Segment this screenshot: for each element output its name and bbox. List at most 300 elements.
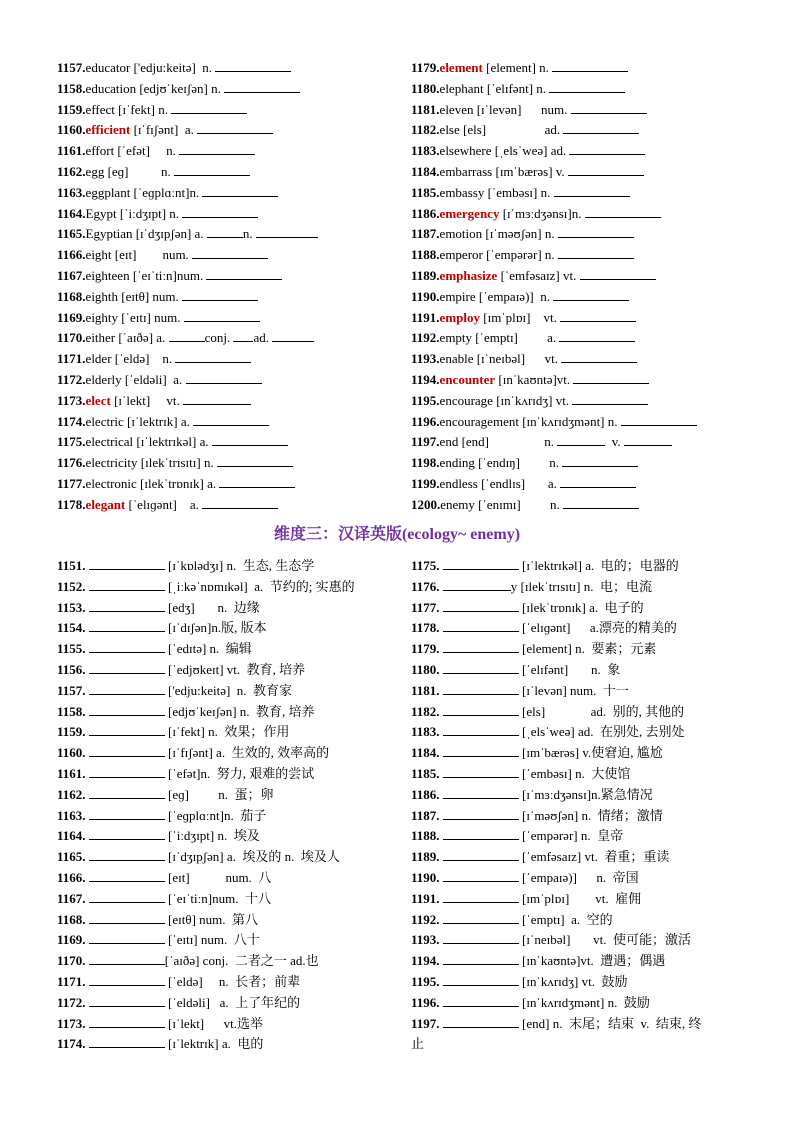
answer-blank[interactable] [272, 329, 314, 342]
answer-blank[interactable] [89, 931, 165, 944]
answer-blank[interactable] [89, 765, 165, 778]
answer-blank[interactable] [560, 475, 636, 488]
answer-blank[interactable] [443, 786, 519, 799]
entry-number: 1192. [411, 911, 443, 927]
entry-number: 1176. [57, 455, 86, 471]
entry-number: 1187. [411, 226, 440, 242]
entry-text: [ˈefət]n. 努力, 艰难的尝试 [164, 765, 315, 781]
entry-text: [ɪˈfɪʃənt] a. [130, 122, 198, 138]
answer-blank[interactable] [219, 475, 295, 488]
answer-blank[interactable] [182, 205, 258, 218]
entry-text: [ˈelɪɡənt] a. [125, 496, 203, 512]
answer-blank[interactable] [568, 163, 644, 176]
answer-blank[interactable] [443, 599, 519, 612]
entry-text: [ɪˈlektrɪk] a. 电的 [164, 1036, 264, 1052]
answer-blank[interactable] [443, 848, 519, 861]
entry-text: [ɪˈlektrɪkəl] a. 电的；电器的 [518, 558, 679, 573]
entry-number: 1191. [411, 890, 443, 906]
answer-blank[interactable] [563, 496, 639, 509]
answer-blank[interactable] [89, 848, 165, 861]
entry-text: [ɪnˈkaʊntə]vt. [495, 371, 574, 387]
answer-blank[interactable] [585, 205, 661, 218]
entry-text: [ɪˈdɪʃən]n.版, 版本 [164, 620, 267, 636]
entry-text: [ˈeɡplɑːnt]n. 茄子 [164, 807, 267, 823]
answer-blank[interactable] [207, 225, 243, 238]
entry-text: n. [242, 226, 256, 242]
vocab-entry [411, 847, 756, 868]
entry-number: 1182. [411, 703, 443, 719]
entry-text: electric [ɪˈlektrɪk] a. [85, 413, 194, 429]
entry-number: 1175. [411, 558, 443, 573]
entry-number: 1191. [411, 309, 440, 325]
entry-text: [ˈemfəsaɪz] vt. [497, 267, 580, 283]
answer-blank[interactable] [569, 142, 645, 155]
answer-blank[interactable] [193, 413, 269, 426]
answer-blank[interactable] [192, 246, 268, 259]
vocab-entry [57, 224, 402, 245]
answer-blank[interactable] [89, 703, 165, 716]
answer-blank[interactable] [89, 890, 165, 903]
entry-text: eighth [eɪtθ] num. [85, 288, 183, 304]
entry-number: 1172. [57, 994, 89, 1010]
entry-number: 1159. [57, 101, 86, 117]
entry-number: 1185. [411, 184, 440, 200]
vocab-entry [57, 785, 402, 806]
entry-text: enable [ɪˈneɪbəl] vt. [439, 351, 562, 367]
entry-number: 1190. [411, 869, 443, 885]
vocab-entry [411, 826, 756, 847]
entry-text: [ɪmˈbærəs] v.使窘迫, 尴尬 [518, 745, 663, 761]
highlighted-word: efficient [85, 122, 131, 138]
entry-text: enemy [ˈenɪmɪ] n. [440, 496, 563, 512]
answer-blank[interactable] [443, 1015, 519, 1028]
vocab-entry [57, 349, 402, 370]
entry-number: 1196. [411, 994, 443, 1010]
answer-blank[interactable] [256, 225, 318, 238]
entry-text: [ˈemfəsaɪz] vt. 着重；重读 [518, 849, 670, 865]
answer-blank[interactable] [552, 59, 628, 72]
answer-blank[interactable] [89, 640, 165, 653]
answer-blank[interactable] [89, 973, 165, 986]
entry-text: [end] n. 末尾；结束 v. 结束, 终 [518, 1015, 702, 1031]
vocab-entry [411, 1034, 756, 1055]
entry-number: 1154. [57, 620, 89, 636]
vocab-entry [411, 391, 756, 412]
entry-number: 1192. [411, 330, 440, 346]
entry-number: 1155. [57, 641, 89, 657]
vocab-entry [411, 183, 756, 204]
answer-blank[interactable] [89, 786, 165, 799]
vocab-entry [411, 702, 756, 723]
vocab-entry [411, 224, 756, 245]
vocab-entry [57, 141, 402, 162]
entry-text: electronic [ɪlekˈtrɒnɪk] a. [85, 475, 220, 491]
answer-blank[interactable] [443, 890, 519, 903]
vocab-entry [57, 79, 402, 100]
answer-blank[interactable] [443, 973, 519, 986]
entry-text: eleven [ɪˈlevən] num. [439, 101, 571, 117]
entry-text: [els] ad. 别的, 其他的 [518, 703, 685, 719]
vocab-entry [57, 598, 402, 619]
vocab-entry [57, 702, 402, 723]
entry-text: effect [ɪˈfekt] n. [85, 101, 172, 117]
entry-text: [ɪˈfɪʃənt] a. 生效的, 效率高的 [164, 745, 330, 761]
vocab-entry [57, 391, 402, 412]
entry-text: [ˈedɪtə] n. 编辑 [164, 641, 252, 657]
entry-number: 1176. [411, 578, 443, 594]
answer-blank[interactable] [202, 496, 278, 509]
answer-blank[interactable] [89, 1035, 165, 1048]
answer-blank[interactable] [571, 101, 647, 114]
answer-blank[interactable] [562, 454, 638, 467]
answer-blank[interactable] [202, 184, 278, 197]
answer-blank[interactable] [89, 952, 165, 965]
entry-number: 1171. [57, 351, 86, 367]
vocab-entry [411, 993, 756, 1014]
entry-number: 1162. [57, 786, 89, 802]
entry-number: 1173. [57, 392, 86, 408]
entry-text: [ɪmˈplɒɪ] vt. [480, 309, 561, 325]
entry-text: [ˈeɪˈtiːn]num. 十八 [164, 890, 271, 906]
entry-text: ending [ˈendɪŋ] n. [439, 455, 563, 471]
answer-blank[interactable] [215, 59, 291, 72]
entry-text: [ɪnˈkʌrɪdʒ] vt. 鼓励 [518, 973, 628, 989]
entry-number: 1194. [411, 371, 440, 387]
entry-text: [ɪˈlekt] vt. [110, 392, 184, 408]
entry-text: [ˈaɪðə] conj. 二者之一 ad.也 [164, 953, 319, 969]
answer-blank[interactable] [443, 744, 519, 757]
entry-number: 1158. [57, 80, 86, 96]
answer-blank[interactable] [179, 142, 255, 155]
entry-text: [eɡ] n. 蛋；卵 [164, 786, 274, 802]
vocab-entry [57, 868, 402, 889]
entry-text: elder [ˈeldə] n. [85, 351, 176, 367]
entry-text: [ɪmˈplɒɪ] vt. 雇佣 [518, 890, 642, 906]
entry-text: eight [eɪt] num. [85, 247, 193, 263]
answer-blank[interactable] [89, 869, 165, 882]
answer-blank[interactable] [212, 433, 288, 446]
vocab-entry [411, 432, 756, 453]
answer-blank[interactable] [559, 329, 635, 342]
vocab-entry [411, 889, 756, 910]
vocab-entry [411, 287, 756, 308]
answer-blank[interactable] [560, 309, 636, 322]
answer-blank[interactable] [174, 163, 250, 176]
highlighted-word: emphasize [439, 267, 498, 283]
answer-blank[interactable] [580, 267, 656, 280]
entry-number: 1194. [411, 953, 443, 969]
entry-text: [ˈedjʊkeɪt] vt. 教育, 培养 [164, 661, 306, 677]
answer-blank[interactable] [443, 911, 519, 924]
vocab-entry [411, 556, 756, 577]
entry-text: [element] n. 要素；元素 [518, 641, 657, 657]
entry-number: 1170. [57, 953, 89, 969]
answer-blank[interactable] [175, 350, 251, 363]
answer-blank[interactable] [89, 619, 165, 632]
answer-blank[interactable] [443, 994, 519, 1007]
vocab-entry [411, 412, 756, 433]
entry-number: 1171. [57, 973, 89, 989]
vocab-entry [57, 972, 402, 993]
entry-number: 1174. [57, 1036, 89, 1052]
entry-text: ad. [253, 330, 273, 346]
vocab-entry [411, 722, 756, 743]
answer-blank[interactable] [206, 267, 282, 280]
entry-text: eggplant [ˈeɡplɑːnt]n. [85, 184, 203, 200]
chinese-to-english-column-right [411, 556, 756, 1055]
answer-blank[interactable] [443, 723, 519, 736]
answer-blank[interactable] [443, 640, 519, 653]
answer-blank[interactable] [558, 225, 634, 238]
vocab-entry [57, 681, 402, 702]
entry-number: 1189. [411, 267, 440, 283]
vocab-entry [411, 951, 756, 972]
entry-number: 1187. [411, 807, 443, 823]
answer-blank[interactable] [563, 121, 639, 134]
vocab-entry [411, 370, 756, 391]
entry-text: elsewhere [ˌelsˈweə] ad. [439, 143, 570, 159]
entry-number: 1161. [57, 765, 89, 781]
vocab-entry [411, 930, 756, 951]
answer-blank[interactable] [572, 392, 648, 405]
vocab-entry [411, 474, 756, 495]
entry-text: eighteen [ˈeɪˈtiːn]num. [85, 267, 207, 283]
entry-number: 1166. [57, 869, 89, 885]
entry-number: 1196. [411, 413, 440, 429]
vocab-entry [411, 598, 756, 619]
answer-blank[interactable] [443, 661, 519, 674]
entry-text: education [edjʊˈkeɪʃən] n. [85, 80, 225, 96]
vocab-entry [57, 453, 402, 474]
vocab-entry [411, 972, 756, 993]
answer-blank[interactable] [549, 80, 625, 93]
entry-number: 1179. [411, 641, 443, 657]
entry-text: [ˌelsˈweə] ad. 在别处, 去别处 [518, 724, 685, 740]
vocab-entry [57, 162, 402, 183]
vocab-entry [57, 120, 402, 141]
answer-blank[interactable] [89, 807, 165, 820]
answer-blank[interactable] [89, 578, 165, 591]
entry-text: encourage [ɪnˈkʌrɪdʒ] vt. [439, 392, 573, 408]
entry-number: 1162. [57, 163, 86, 179]
vocab-entry [57, 722, 402, 743]
vocab-entry [57, 826, 402, 847]
answer-blank[interactable] [89, 599, 165, 612]
entry-text: educator ['edju:keitə] n. [85, 60, 216, 75]
entry-number: 1173. [57, 1015, 89, 1031]
vocab-entry [57, 889, 402, 910]
answer-blank[interactable] [554, 184, 630, 197]
entry-number: 1193. [411, 932, 443, 948]
answer-blank[interactable] [443, 952, 519, 965]
answer-blank[interactable] [89, 911, 165, 924]
entry-text: embarrass [ɪmˈbærəs] v. [439, 163, 568, 179]
answer-blank[interactable] [89, 1015, 165, 1028]
answer-blank[interactable] [443, 578, 511, 591]
vocab-entry [411, 660, 756, 681]
vocab-entry [411, 577, 756, 598]
answer-blank[interactable] [186, 371, 262, 384]
entry-number: 1169. [57, 932, 89, 948]
answer-blank[interactable] [443, 557, 519, 570]
entry-text: [ɪˈneɪbəl] vt. 使可能；激活 [518, 932, 692, 948]
entry-number: 1172. [57, 371, 86, 387]
vocab-entry [411, 162, 756, 183]
entry-text: emperor [ˈempərər] n. [439, 247, 558, 263]
entry-number: 1168. [57, 911, 89, 927]
answer-blank[interactable] [443, 703, 519, 716]
entry-number: 1178. [57, 496, 86, 512]
answer-blank[interactable] [169, 329, 205, 342]
vocab-entry [57, 910, 402, 931]
entry-text: endless [ˈendlɪs] a. [439, 475, 561, 491]
entry-number: 1190. [411, 288, 440, 304]
entry-text: emotion [ɪˈməʊʃən] n. [439, 226, 558, 242]
answer-blank[interactable] [89, 557, 165, 570]
entry-number: 1193. [411, 351, 440, 367]
vocab-entry [57, 328, 402, 349]
answer-blank[interactable] [557, 433, 605, 446]
answer-blank[interactable] [233, 329, 253, 342]
entry-number: 1167. [57, 267, 86, 283]
vocab-entry [57, 618, 402, 639]
entry-text: 止 [411, 1036, 425, 1052]
answer-blank[interactable] [561, 350, 637, 363]
entry-text: [ɪˈkɒlədʒɪ] n. 生态, 生态学 [164, 558, 315, 573]
vocab-entry [57, 764, 402, 785]
entry-text: [ˈembəsɪ] n. 大使馆 [518, 765, 631, 781]
vocab-entry [57, 660, 402, 681]
vocab-entry [57, 1034, 402, 1055]
answer-blank[interactable] [621, 413, 697, 426]
vocab-entry [411, 308, 756, 329]
vocab-entry [57, 743, 402, 764]
vocab-entry [57, 577, 402, 598]
answer-blank[interactable] [558, 246, 634, 259]
answer-blank[interactable] [573, 371, 649, 384]
entry-number: 1160. [57, 122, 86, 138]
english-to-chinese-column-left [57, 58, 402, 516]
answer-blank[interactable] [443, 869, 519, 882]
entry-text: [eɪt] num. 八 [164, 869, 272, 885]
answer-blank[interactable] [89, 682, 165, 695]
vocab-entry [57, 556, 402, 577]
answer-blank[interactable] [624, 433, 672, 446]
vocab-entry [57, 100, 402, 121]
answer-blank[interactable] [197, 121, 273, 134]
entry-number: 1199. [411, 475, 440, 491]
answer-blank[interactable] [89, 723, 165, 736]
answer-blank[interactable] [89, 994, 165, 1007]
answer-blank[interactable] [443, 682, 519, 695]
vocab-entry [57, 806, 402, 827]
answer-blank[interactable] [182, 288, 258, 301]
answer-blank[interactable] [184, 309, 260, 322]
entry-number: 1151. [57, 558, 89, 573]
vocab-entry [411, 764, 756, 785]
highlighted-word: elegant [85, 496, 126, 512]
entry-number: 1195. [411, 392, 440, 408]
answer-blank[interactable] [443, 827, 519, 840]
entry-text: y [ɪlekˈtrɪsɪtɪ] n. 电；电流 [510, 578, 652, 594]
entry-text: [ˈempaɪə)] n. 帝国 [518, 869, 639, 885]
entry-number: 1186. [411, 786, 443, 802]
entry-text: [ˈempərər] n. 皇帝 [518, 828, 624, 844]
highlighted-word: emergency [439, 205, 500, 221]
entry-number: 1175. [57, 434, 86, 450]
answer-blank[interactable] [443, 931, 519, 944]
vocab-entry [57, 58, 402, 79]
entry-number: 1164. [57, 205, 86, 221]
answer-blank[interactable] [224, 80, 300, 93]
entry-text: [eɪtθ] num. 第八 [164, 911, 259, 927]
entry-number: 1186. [411, 205, 440, 221]
vocab-entry [57, 495, 402, 516]
entry-number: 1183. [411, 724, 443, 740]
entry-text: Egyptian [ɪˈdʒɪpʃən] a. [85, 226, 207, 242]
entry-text: egg [eɡ] n. [85, 163, 174, 179]
entry-text: electricity [ɪlekˈtrɪsɪtɪ] n. [85, 455, 217, 471]
entry-text: [ɪˈdʒɪpʃən] a. 埃及的 n. 埃及人 [164, 849, 340, 865]
vocab-entry [411, 495, 756, 516]
entry-text: elderly [ˈeldəli] a. [85, 371, 186, 387]
vocab-entry [57, 993, 402, 1014]
vocab-entry [411, 639, 756, 660]
entry-text: [ˈeldəli] a. 上了年纪的 [164, 994, 301, 1010]
entry-text: [ɪˈlekt] vt.选举 [164, 1015, 264, 1031]
entry-text: [ˈelɪfənt] n. 象 [518, 661, 621, 677]
vocab-entry [411, 743, 756, 764]
answer-blank[interactable] [443, 765, 519, 778]
entry-text: conj. [204, 330, 234, 346]
vocab-entry [411, 141, 756, 162]
vocab-entry [411, 785, 756, 806]
entry-text: [ɪnˈkʌrɪdʒmənt] n. 鼓励 [518, 994, 650, 1010]
entry-number: 1168. [57, 288, 86, 304]
answer-blank[interactable] [171, 101, 247, 114]
vocab-entry [57, 474, 402, 495]
entry-number: 1200. [411, 496, 441, 512]
answer-blank[interactable] [553, 288, 629, 301]
entry-text: [ˈemptɪ] a. 空的 [518, 911, 613, 927]
answer-blank[interactable] [217, 454, 293, 467]
entry-number: 1182. [411, 122, 440, 138]
answer-blank[interactable] [89, 827, 165, 840]
entry-text: [ɪˈfekt] n. 效果；作用 [164, 724, 290, 740]
answer-blank[interactable] [89, 744, 165, 757]
entry-text: electrical [ɪˈlektrɪkəl] a. [85, 434, 212, 450]
english-to-chinese-column-right [411, 58, 756, 516]
entry-text: [ɪnˈkaʊntə]vt. 遭遇；偶遇 [518, 953, 666, 969]
entry-text: [ɪˈmɜːdʒənsɪ]n. [499, 205, 585, 221]
highlighted-word: employ [439, 309, 480, 325]
entry-text: effort [ˈefət] n. [85, 143, 180, 159]
vocab-entry [57, 266, 402, 287]
answer-blank[interactable] [183, 392, 251, 405]
entry-number: 1165. [57, 849, 89, 865]
entry-text: [ˈeldə] n. 长者；前辈 [164, 973, 301, 989]
entry-number: 1177. [57, 475, 86, 491]
vocab-entry [411, 910, 756, 931]
answer-blank[interactable] [89, 661, 165, 674]
entry-number: 1157. [57, 682, 89, 698]
answer-blank[interactable] [443, 619, 519, 632]
vocab-entry [411, 868, 756, 889]
entry-number: 1185. [411, 765, 443, 781]
entry-text: empire [ˈempaɪə)] n. [439, 288, 554, 304]
answer-blank[interactable] [443, 807, 519, 820]
highlighted-word: elect [85, 392, 111, 408]
